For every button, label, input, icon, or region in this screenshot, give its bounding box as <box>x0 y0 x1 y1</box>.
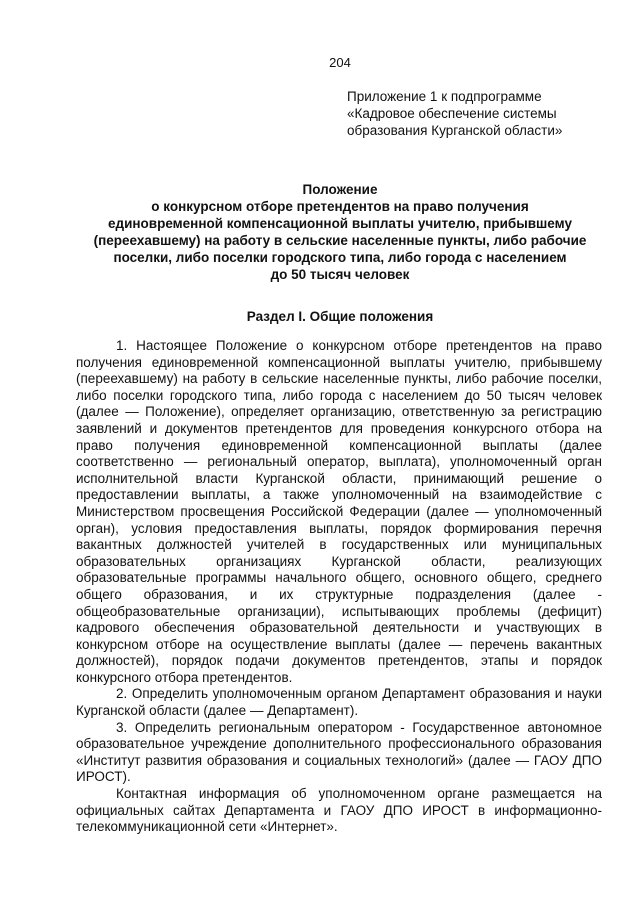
paragraph-contact: Контактная информация об уполномоченном органе размещается на официальных сайтах Департамента и ГАОУ ДПО ИРОСТ в информационно-телекоммуникационной сети «Интернет». <box>76 786 602 835</box>
paragraph-3: 3. Определить региональным оператором - Государственное автономное образовательное учреждение дополнительного профессионального образования «Институт развития образования и социальных технологий» (далее — ГАОУ ДПО ИРОСТ). <box>76 719 602 785</box>
paragraph-1: 1. Настоящее Положение о конкурсном отборе претендентов на право получения единовременной компенсационной выплаты учителю, прибывшему (переехавшему) на работу в сельские населенные пункты, либо рабочие поселки, либо поселки городского типа, либо города с населением до 50 тысяч человек (далее — Положение), определяет организацию, ответственную за регистрацию заявлений и документов претендентов для проведения конкурсного отбора на право получения единовременной компенсационной выплаты (далее соответственно — региональный оператор, выплата), уполномоченный орган исполнительной власти Курганской области, принимающий решение о предоставлении выплаты, а также уполномоченный на взаимодействие с Министерством просвещения Российской Федерации (далее — уполномоченный орган), условия предоставления выплаты, порядок формирования перечня вакантных должностей учителей в государственных или муниципальных образовательных организациях Курганской области, реализующих образовательные программы начального общего, основного общего, среднего общего образования, и их структурные подразделения (далее - общеобразовательные организации), испытывающих проблемы (дефицит) кадрового обеспечения образовательной деятельности и участвующих в конкурсном отборе на осуществление выплаты (далее — перечень вакантных должностей), порядок подачи документов претендентов, этапы и порядок конкурсного отбора претендентов. <box>76 338 602 685</box>
document-body <box>76 338 602 836</box>
appendix-line: образования Курганской области» <box>347 123 563 138</box>
title-line: до 50 тысяч человек <box>270 267 410 282</box>
page-number: 204 <box>329 55 351 70</box>
title-line: поселки, либо поселки городского типа, либо города с населением <box>113 250 567 265</box>
title-line: единовременной компенсационной выплаты учителю, прибывшему <box>108 216 572 231</box>
appendix-reference <box>347 88 617 139</box>
appendix-line: «Кадровое обеспечение системы <box>347 106 557 121</box>
section-heading: Раздел I. Общие положения <box>246 309 434 324</box>
paragraph-2: 2. Определить уполномоченным органом Департамент образования и науки Курганской области (далее — Департамент). <box>76 686 602 719</box>
title-line: о конкурсном отборе претендентов на право получения <box>151 199 529 214</box>
appendix-line: Приложение 1 к подпрограмме <box>347 89 542 104</box>
title-line: Положение <box>302 182 378 197</box>
document-title <box>70 181 610 283</box>
title-line: (переехавшему) на работу в сельские населенные пункты, либо рабочие <box>93 233 587 248</box>
